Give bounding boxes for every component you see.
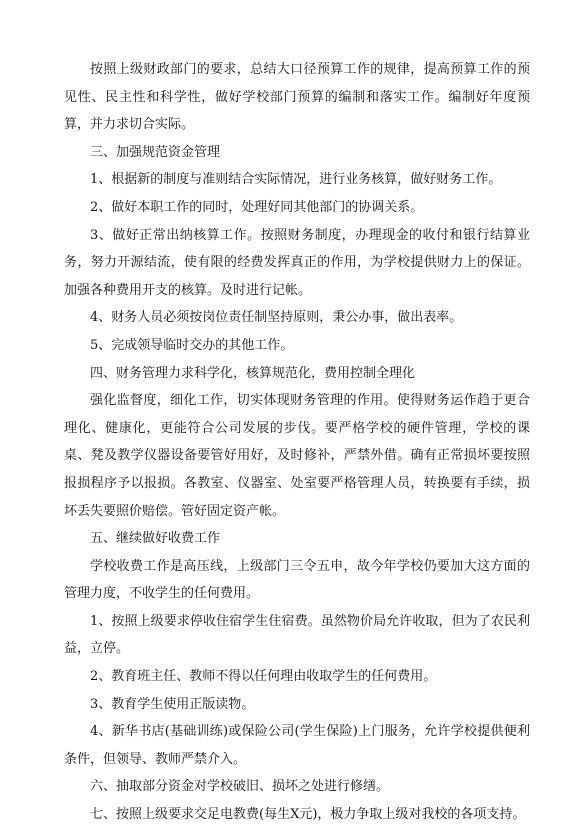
- section-heading-7: 七、按照上级要求交足电教费(每生X元)，极力争取上级对我校的各项支持。: [90, 807, 526, 823]
- list-item: 3、做好正常出纳核算工作。按照财务制度，办理现金的收付和银行结算业务，努力开源结流，使有限的经费发挥真正的作用，为学校提供财力上的保证。加强各种费用开支的核算。及时进行记帐。: [64, 227, 530, 298]
- paragraph-budget: 按照上级财政部门的要求，总结大口径预算工作的规律，提高预算工作的预见性、民主性和科学性，做好学校部门预算的编制和落实工作。编制好年度预算，并力求切合实际。: [64, 62, 530, 133]
- list-item: 2、教育班主任、教师不得以任何理由收取学生的任何费用。: [90, 669, 437, 685]
- list-item: 5、完成领导临时交办的其他工作。: [90, 337, 294, 353]
- section-heading-6: 六、抽取部分资金对学校破旧、损坏之处进行修缮。: [90, 779, 390, 795]
- list-item: 1、按照上级要求停收住宿学生住宿费。虽然物价局允许收取，但为了农民利益，立停。: [64, 613, 530, 657]
- paragraph-supervision: 强化监督度，细化工作，切实体现财务管理的作用。使得财务运作趋于更合理化、健康化，更能符合公司发展的步伐。要严格学校的硬件管理，学校的课桌、凳及教学仪器设备要管好用好，及时修补，严禁外借。确有正常损坏要按照报损程序予以报损。各教室、仪器室、处室要严格管理人员，转换要有手续，损坏丢失要照价赔偿。管好固定资产帐。: [64, 393, 530, 519]
- document-body: [64, 56, 530, 829]
- list-item: 2、做好本职工作的同时，处理好同其他部门的协调关系。: [90, 199, 424, 215]
- paragraph-fees: 学校收费工作是高压线，上级部门三令五申，故今年学校仍要加大这方面的管理力度，不收学生的任何费用。: [64, 558, 530, 602]
- section-heading-3: 三、加强规范资金管理: [90, 144, 221, 160]
- list-item: 3、教育学生使用正版读物。: [90, 696, 255, 712]
- section-heading-5: 五、继续做好收费工作: [90, 531, 221, 547]
- list-item: 1、根据新的制度与准则结合实际情况，进行业务核算，做好财务工作。: [90, 172, 502, 188]
- section-heading-4: 四、财务管理力求科学化，核算规范化，费用控制全理化: [90, 365, 416, 381]
- list-item: 4、新华书店(基础训练)或保险公司(学生保险)上门服务，允许学校提供便利条件，但领导、教师严禁介入。: [64, 724, 530, 767]
- list-item: 4、财务人员必须按岗位责任制坚持原则，秉公办事，做出表率。: [90, 310, 463, 326]
